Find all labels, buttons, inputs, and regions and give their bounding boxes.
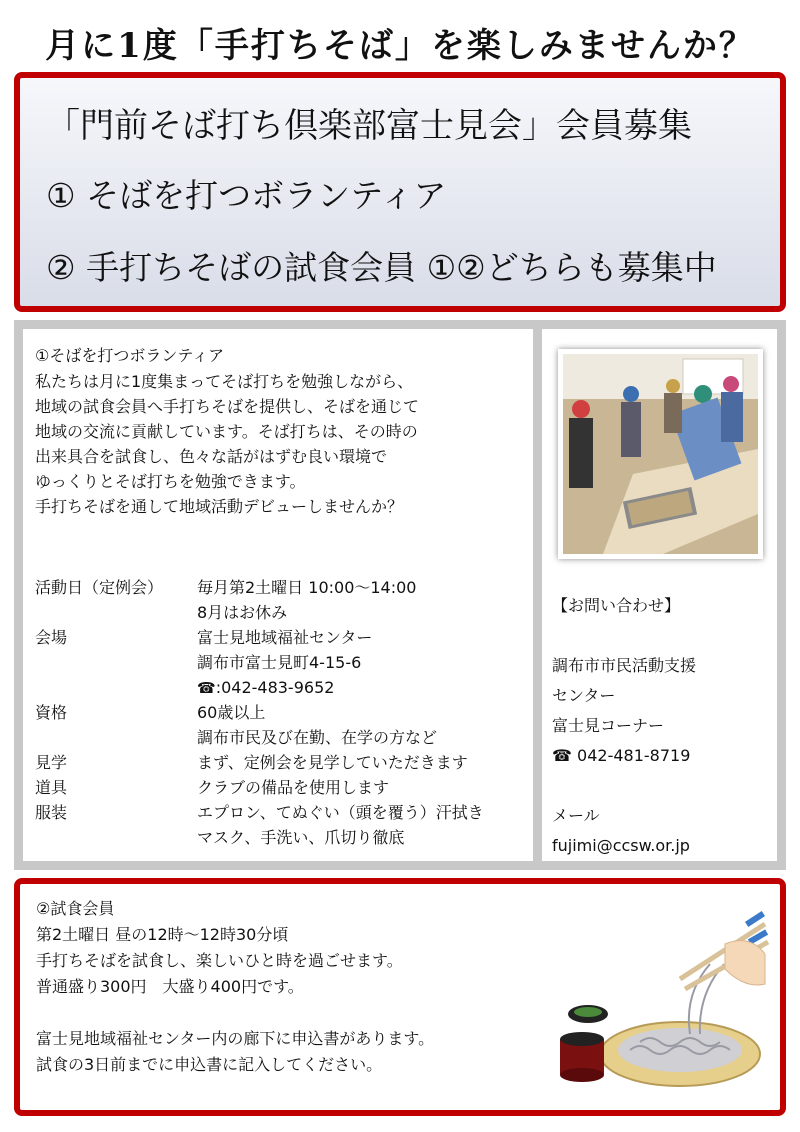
tools-label: 道具: [35, 778, 68, 797]
mail-label: メール: [552, 806, 600, 825]
banner-title: 「門前そば打ち倶楽部富士見会」会員募集: [46, 106, 692, 146]
tasting-line: 富士見地域福祉センター内の廊下に申込書があります。: [36, 1029, 435, 1048]
tasting-line: 手打ちそばを試食し、楽しいひと時を過ごせます。: [36, 951, 403, 970]
attire-value: エプロン、てぬぐい（頭を覆う）汗拭き: [197, 803, 484, 822]
contact-info: [552, 591, 696, 861]
venue-label: 会場: [35, 628, 68, 647]
attire-value-2: マスク、手洗い、爪切り徹底: [197, 828, 405, 847]
phone-icon: ☎: [552, 746, 572, 765]
attire-label: 服装: [35, 803, 68, 822]
volunteer-section: [23, 329, 533, 861]
qualification-note: 調布市民及び在勤、在学の方など: [197, 728, 438, 747]
contact-heading: 【お問い合わせ】: [552, 596, 681, 615]
venue-phone-line: [197, 675, 334, 701]
venue-phone: :042-483-9652: [215, 678, 335, 697]
tasting-title: ②試食会員: [36, 899, 115, 918]
contact-phone-line: [552, 741, 696, 771]
description-line: 手打ちそばを通して地域活動デビューしませんか？: [35, 497, 404, 516]
info-panel: [14, 320, 786, 870]
tasting-text: [36, 896, 434, 1078]
recruitment-banner: [14, 72, 786, 312]
headline: 月に1度「手打ちそば」を楽しみませんか？: [45, 26, 755, 66]
phone-icon: ☎: [197, 679, 216, 697]
soba-class-photo: [558, 349, 763, 559]
tasting-line: 普通盛り300円 大盛り400円です。: [36, 977, 304, 996]
qualification-value: 60歳以上: [197, 703, 266, 722]
banner-item-tasting: ② 手打ちそばの試食会員 ①②どちらも募集中: [46, 248, 717, 287]
activity-label: 活動日（定例会）: [35, 578, 164, 597]
contact-phone: 042-481-8719: [571, 746, 691, 765]
tools-value: クラブの備品を使用します: [197, 778, 390, 797]
banner-item-volunteer: ① そばを打つボランティア: [46, 176, 447, 215]
tasting-section: [14, 878, 786, 1116]
contact-org-line1: 調布市市民活動支援: [552, 656, 697, 675]
activity-note: 8月はお休み: [197, 603, 288, 622]
description-line: 地域の交流に貢献しています。そば打ちは、その時の: [35, 422, 418, 441]
description-line: ゆっくりとそば打ちを勉強できます。: [35, 472, 306, 491]
contact-org-line2: センター: [552, 686, 616, 705]
tasting-line: 第2土曜日 昼の12時～12時30分頃: [36, 925, 289, 944]
venue-address: 調布市富士見町4-15-6: [197, 653, 362, 672]
contact-corner: 富士見コーナー: [552, 716, 665, 735]
contact-email[interactable]: fujimi@ccsw.or.jp: [552, 836, 690, 855]
volunteer-description: [35, 369, 419, 519]
tasting-line: 試食の3日前までに申込書に記入してください。: [36, 1055, 383, 1074]
volunteer-title: ①そばを打つボランティア: [35, 346, 225, 365]
visit-label: 見学: [35, 753, 68, 772]
visit-value: まず、定例会を見学していただきます: [197, 753, 468, 772]
soba-illustration: [550, 904, 770, 1099]
venue-name: 富士見地域福祉センター: [197, 628, 373, 647]
description-line: 地域の試食会員へ手打ちそばを提供し、そばを通じて: [35, 397, 420, 416]
soba-class-photo-image: [563, 354, 758, 554]
description-line: 私たちは月に1度集まってそば打ちを勉強しながら、: [35, 372, 414, 391]
contact-section: [542, 329, 777, 861]
qualification-label: 資格: [35, 703, 68, 722]
activity-value: 毎月第2土曜日 10:00～14:00: [197, 578, 417, 597]
description-line: 出来具合を試食し、色々な話がはずむ良い環境で: [35, 447, 388, 466]
